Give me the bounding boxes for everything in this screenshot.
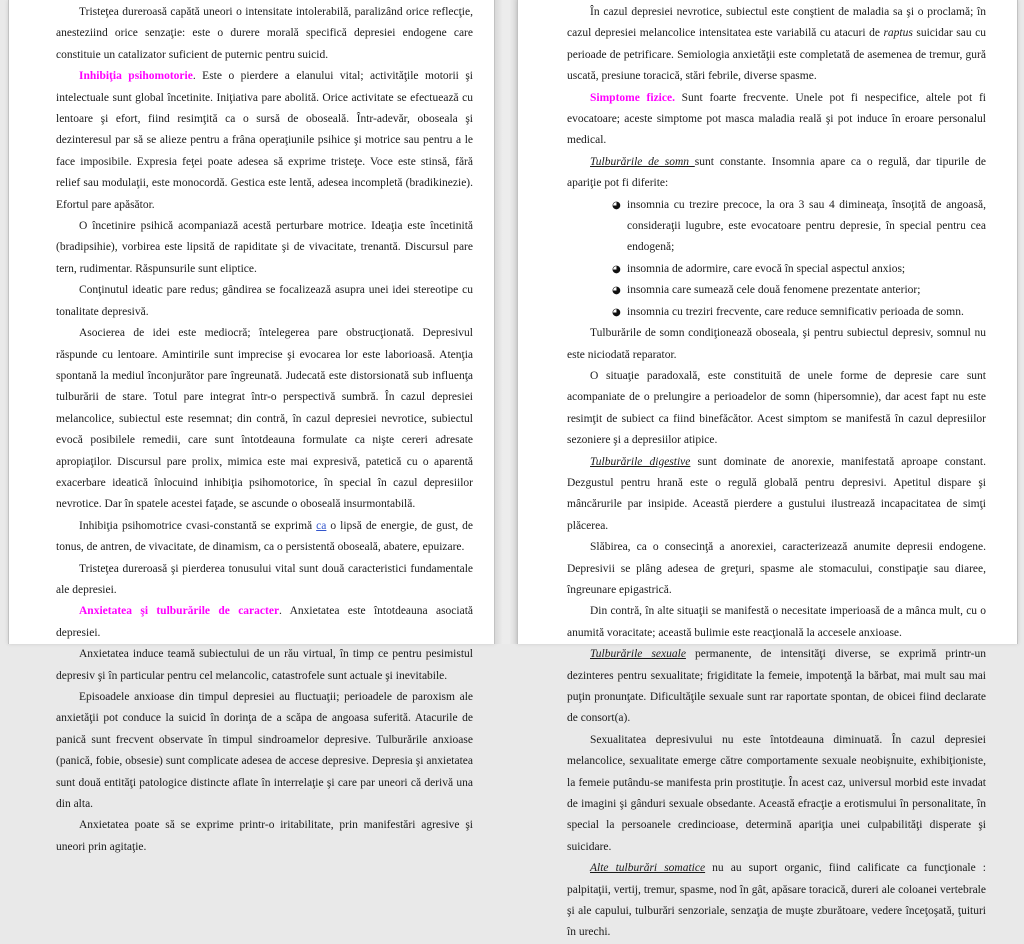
bullet-icon: ◕ <box>612 306 621 318</box>
bullet-icon: ◕ <box>612 263 621 275</box>
paragraph <box>56 216 473 280</box>
text-run: nu au suport organic, fiind calificate ca funcţionale : palpitaţii, vertij, tremur, spasme, nod în gât, apăsare toracică, dureri ale coloanei vertebrale şi ale capului, tulburări senzoriale, senzaţia de muşte zburătoare, vedere înceţoşată, ţuituri în urechi. <box>567 862 986 939</box>
text-run: insomnia cu trezire precoce, la ora 3 sau 4 dimineaţa, însoţită de angoasă, consideraţii lugubre, este evocatoare pentru depresie, în special pentru cea endogenă; <box>627 198 986 254</box>
page-left-text <box>56 2 473 853</box>
page-right[interactable] <box>517 0 1018 939</box>
emphasized-word-raptus: raptus <box>883 27 913 40</box>
text-run: Tristeţea dureroasă şi pierderea tonusului vital sunt două caracteristici fundamentale ale depresiei. <box>56 562 473 596</box>
paragraph <box>567 2 986 88</box>
paragraph <box>56 644 473 687</box>
paragraph <box>567 452 986 538</box>
text-run: Asocierea de idei este mediocră; întelegerea pare obstrucţionată. Depresivul răspunde cu lentoare. Amintirile sunt imprecise şi evocarea lor este laborioasă. Atenţia spontană la mediul înconjurător pare îngreunată. Judecată este distorsionată sub influenţa tulburării de stare. Totul pare integrat într-o perspectivă sumbră. În cazul depresiei melancolice, subiectul este resemnat; din contră, în cazul depresiei nevrotice, subiectul evocă posibilele remedii, care sunt întotdeauna formulate ca nişte cereri adresate apropiaţilor. Discursul pare prolix, mimica este mai expresivă, patetică cu o aparentă exacerbare ideatică înlocuind inhibiţia psihomotorice, în special în cazul depresiilor nevrotice. Dar în spatele acestei faţade, se ascunde o oboseală insurmontabilă. <box>56 327 473 511</box>
text-run: Tulburările de somn condiţionează oboseala, şi pentru subiectul depresiv, somnul nu este niciodată reparator. <box>567 327 986 361</box>
text-run: O situaţie paradoxală, este constituită de unele forme de depresie care sunt acompaniate de o prelungire a perioadelor de somn (hipersomnie), dar acest fapt nu este resimţit de subiect ca fiind binefăcător. Acest simptom se manifestă în cazul depresiilor sezoniere şi a depresiilor atipice. <box>567 369 986 447</box>
text-run: Sexualitatea depresivului nu este întotdeauna diminuată. În cazul depresiei melancolice, sexualitate emerge către comportamente sexuale neobişnuite, exhibiţioniste, la femeie putându-se manifesta prin prostituţie. În acest caz, universul morbid este invadat de imagini şi gânduri sexuale obsedante. Această efracţie a erotismului în personalitate, în special la persoanele credincioase, determină apariţia unei culpabilităţi disperate şi suicidare. <box>567 733 986 853</box>
bullet-item <box>567 259 986 280</box>
hyperlink-word-ca[interactable]: ca <box>316 519 327 532</box>
text-run: sunt constante. Insomnia apare ca o regulă, dar tipurile de apariţie pot fi diferite: <box>567 155 986 190</box>
text-run: Anxietatea induce teamă subiectului de un rău virtual, în timp ce pentru pesimistul depresiv şi în particular pentru cel melancolic, catastrofele sunt actuale şi inevitabile. <box>56 648 473 682</box>
bullet-item <box>567 280 986 301</box>
text-run: Conţinutul ideatic pare redus; gândirea se focalizează asupra unei idei stereotipe cu tonalitate depresivă. <box>56 284 473 318</box>
text-run: sunt dominate de anorexie, manifestată aproape constant. Dezgustul pentru hrană este o regulă globală pentru depresivi. Apetitul dispare şi mâncărurile par insipide. Această pierdere a gustului ilustrează incapacitatea de simţi plăcerea. <box>567 455 987 532</box>
bullet-icon: ◕ <box>612 199 621 211</box>
paragraph <box>56 516 473 559</box>
bullet-icon: ◕ <box>612 285 621 297</box>
paragraph <box>567 88 986 152</box>
paragraph <box>567 644 986 730</box>
text-run: insomnia care sumează cele două fenomene prezentate anterior; <box>627 284 921 297</box>
paragraph <box>567 537 986 601</box>
text-run: o lipsă de energie, de gust, de tonus, de antren, de vivacitate, de dinamism, ca o persistentă oboseală, abatere, epuizare. <box>56 519 473 554</box>
text-run: . Anxietatea este întotdeauna asociată depresiei. <box>56 605 473 639</box>
section-heading-anxietatea: Anxietatea şi tulburările de caracter <box>79 605 280 618</box>
text-run: insomnia de adormire, care evocă în special aspectul anxios; <box>627 262 906 275</box>
text-run: Tristeţea dureroasă capătă uneori o intensitate intolerabilă, paralizând orice reflecţie, anesteziind orice senzaţie: este o durere morală specifică depresiei endogene care constituie un catalizator suficient de puternic pentru suicid. <box>56 6 473 61</box>
paragraph <box>56 66 473 216</box>
paragraph <box>567 366 986 452</box>
text-run: Inhibiţia psihomotrice cvasi-constantă se exprimă <box>79 519 317 532</box>
paragraph <box>567 323 986 366</box>
paragraph <box>56 815 473 858</box>
text-run: suicidar sau cu perioade de petrificare. Semiologia anxietăţii este completată de asemenea de tremur, gură uscată, presiune toracică, stări febrile, diverse spasme. <box>567 27 986 83</box>
paragraph <box>56 323 473 516</box>
paragraph <box>567 730 986 858</box>
paragraph <box>56 687 473 815</box>
paragraph <box>56 2 473 66</box>
subsection-heading-alte-tulburari-somatice: Alte tulburări somatice <box>590 862 706 875</box>
paragraph <box>56 559 473 602</box>
text-run: Sunt foarte frecvente. Unele pot fi nespecifice, altele pot fi evocatoare; aceste simptome pot masca maladia reală şi pot induce în eroare personalul medical. <box>567 91 986 147</box>
text-run: Slăbirea, ca o consecinţă a anorexiei, caracterizează anumite depresii endogene. Depresivii se plâng adesea de greţuri, spasme ale stomacului, constipaţie sau diaree, îngreunare epigastrică. <box>567 541 986 596</box>
subsection-heading-tulburarile-sexuale: Tulburările sexuale <box>590 648 686 661</box>
bullet-item <box>567 195 986 259</box>
text-run: O încetinire psihică acompaniază acestă perturbare motrice. Ideaţia este încetinită (bradipsihie), vorbirea este lipsită de rapiditate şi de vivacitate, trenantă. Discursul pare tern, rudimentar. Răspunsurile sunt eliptice. <box>56 220 473 275</box>
subsection-heading-tulburarile-de-somn: Tulburările de somn <box>590 155 695 168</box>
text-run: Din contră, în alte situaţii se manifestă o necesitate imperioasă de a mânca mult, cu o anumită voracitate; această bulimie este reacţională la accesele anxioase. <box>567 605 986 639</box>
page-left[interactable] <box>8 0 495 853</box>
bullet-item <box>567 302 986 323</box>
text-run: permanente, de intensităţi diverse, se exprimă printr-un dezinteres pentru sexualitate; frigiditate la femeie, impotenţă la bărbat, mai mult sau mai puţin pronunţate. Dificultăţile sexuale sunt rar raportate spontan, de obicei fiind declarate de consort(a). <box>567 648 986 725</box>
section-heading-simptome-fizice: Simptome fizice. <box>590 91 675 104</box>
text-run: insomnia cu treziri frecvente, care reduce semnificativ perioada de somn. <box>627 305 964 318</box>
text-run: În cazul depresiei nevrotice, subiectul este conştient de maladia sa şi o proclamă; în cazul depresiei melancolice intensitatea este variabilă cu atacuri de <box>567 6 986 40</box>
paragraph <box>56 601 473 644</box>
text-run: Episoadele anxioase din timpul depresiei au fluctuaţii; perioadele de paroxism ale anxietăţii pot conduce la suicid în dorinţa de a scăpa de angoasa suferită. Atacurile de panică sunt frecvent observate în timpul sindroamelor depresive. Tulburările anxioase (panică, fobie, obsesie) sunt complicate adesea de accese depresive. Depresia şi anxietatea sunt două entităţi patologice distincte aflate în interrelaţie şi care par uneori că derivă una din alta. <box>56 691 473 811</box>
page-right-text <box>567 2 987 939</box>
subsection-heading-tulburarile-digestive: Tulburările digestive <box>590 455 691 468</box>
text-run: . Este o pierdere a elanului vital; activităţile motorii şi intelectuale sunt global încetinite. Iniţiativa pare abolită. Orice activitate se efectuează cu lentoare şi efort, fiind resimţită ca o sursă de oboseală. Într-adevăr, oboseala şi dezinteresul par să se alieze pentru a frâna operaţiunile psihice şi motrice sau pentru a le face imposibile. Expresia feţei poate adesea să exprime tristeţe. Voce este stinsă, fără relief sau modulaţii, este monocordă. Gestica este lentă, adesea incompletă (bradikinezie). Efortul pare apăsător. <box>56 70 473 211</box>
section-heading-inhibitia-psihomotorie: Inhibiţia psihomotorie <box>79 70 193 83</box>
paragraph <box>567 858 986 944</box>
paragraph <box>567 152 986 195</box>
text-run: Anxietatea poate să se exprime printr-o iritabilitate, prin manifestări agresive şi uneori prin agitaţie. <box>56 819 473 853</box>
paragraph <box>56 280 473 323</box>
paragraph <box>567 601 986 644</box>
pages-gap <box>495 0 517 644</box>
